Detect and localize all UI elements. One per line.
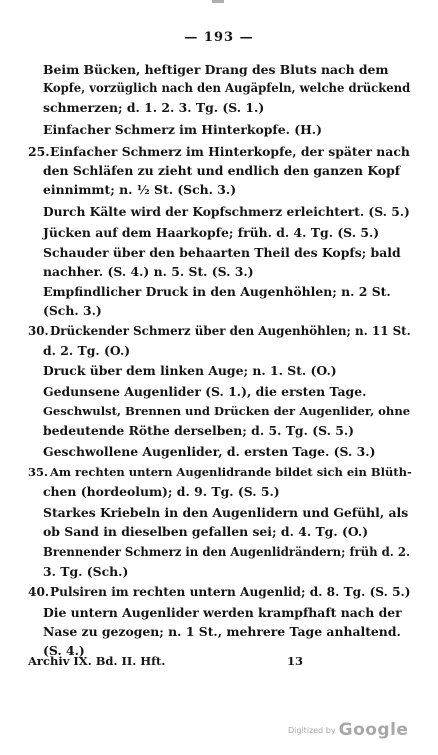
- line-text: Am rechten untern Augenlidrande bildet sich ein Blüth-: [50, 465, 412, 479]
- line-text: Schauder über den behaarten Theil des Kopfs; bald: [43, 245, 401, 260]
- entry-number: 35.: [28, 465, 48, 479]
- text-line: [43, 504, 408, 521]
- line-text: Starkes Kriebeln in den Augenlidern und Gefühl, als: [43, 505, 409, 520]
- line-text: Pulsiren im rechten untern Augenlid; d. 8. Tg. (S. 5.): [50, 585, 411, 599]
- text-line: [43, 224, 379, 241]
- watermark-logo-text: Google: [338, 720, 409, 740]
- text-line: [43, 342, 130, 359]
- text-line: [43, 362, 337, 379]
- text-line: [43, 80, 410, 97]
- google-watermark: [288, 720, 408, 740]
- scan-mark: [212, 0, 224, 3]
- text-line: [43, 483, 280, 500]
- entry-number: 25.: [28, 144, 50, 159]
- line-text: Geschwulst, Brennen und Drücken der Augenlider, ohne: [43, 404, 411, 418]
- line-text: einnimmt; n. ½ St. (Sch. 3.): [43, 182, 237, 197]
- text-line: [43, 244, 401, 261]
- line-text: ob Sand in dieselben gefallen sei; d. 4. Tg. (O.): [43, 524, 369, 539]
- text-line: [28, 323, 411, 340]
- line-text: Nase zu gezogen; n. 1 St., mehrere Tage anhaltend.: [43, 624, 401, 639]
- text-line: [43, 403, 410, 420]
- line-text: schmerzen; d. 1. 2. 3. Tg. (S. 1.): [43, 100, 265, 115]
- line-text: Durch Kälte wird der Kopfschmerz erleichtert. (S. 5.): [43, 204, 410, 219]
- text-line: [43, 383, 366, 400]
- text-line: [43, 181, 236, 198]
- line-text: Einfacher Schmerz im Hinterkopfe. (H.): [43, 122, 322, 137]
- page-header: — 193 —: [184, 30, 254, 45]
- line-text: Die untern Augenlider werden krampfhaft nach der: [43, 605, 402, 620]
- line-text: (S. 4.): [43, 643, 85, 658]
- line-text: Geschwollene Augenlider, d. ersten Tage. (S. 3.): [43, 444, 376, 459]
- text-line: [43, 162, 400, 179]
- line-text: Drückender Schmerz über den Augenhöhlen; n. 11 St.: [50, 324, 411, 338]
- text-line: [43, 61, 389, 78]
- text-line: [43, 604, 402, 621]
- line-text: Druck über dem linken Auge; n. 1. St. (O.): [43, 363, 337, 378]
- line-text: Einfacher Schmerz im Hinterkopfe, der später nach: [50, 144, 410, 159]
- line-text: chen (hordeolum); d. 9. Tg. (S. 5.): [43, 484, 280, 499]
- text-line: [43, 544, 410, 561]
- line-text: Brennender Schmerz in den Augenlidrändern; früh d. 2.: [43, 545, 411, 559]
- line-text: Beim Bücken, heftiger Drang des Bluts nach dem: [43, 62, 389, 77]
- line-text: nachher. (S. 4.) n. 5. St. (S. 3.): [43, 264, 254, 279]
- text-line: [43, 443, 375, 460]
- line-text: Jücken auf dem Haarkopfe; früh. d. 4. Tg. (S. 5.): [43, 225, 380, 240]
- footer-signature: Archiv IX. Bd. II. Hft.: [28, 654, 166, 668]
- text-line: [43, 623, 401, 640]
- text-line: [43, 263, 254, 280]
- text-line: [43, 563, 128, 580]
- line-text: bedeutende Röthe derselben; d. 5. Tg. (S. 5.): [43, 423, 354, 438]
- text-line: [43, 302, 102, 319]
- entry-number: 30.: [28, 324, 49, 338]
- footer-sheet-number: 13: [287, 654, 304, 668]
- text-line: [43, 523, 368, 540]
- line-text: den Schläfen zu zieht und endlich den ganzen Kopf: [43, 163, 401, 178]
- text-line: [28, 143, 410, 160]
- text-line: [28, 464, 412, 481]
- text-line: [43, 283, 391, 300]
- text-line: [28, 584, 411, 601]
- line-text: Gedunsene Augenlider (S. 1.), die ersten Tage.: [43, 384, 367, 399]
- line-text: d. 2. Tg. (O.): [43, 343, 131, 358]
- line-text: 3. Tg. (Sch.): [43, 564, 129, 579]
- text-line: [43, 121, 322, 138]
- text-line: [43, 422, 354, 439]
- text-line: [43, 203, 410, 220]
- watermark-small-text: Digitized by: [288, 726, 336, 735]
- line-text: Kopfe, vorzüglich nach den Augäpfeln, welche drückend: [43, 81, 411, 95]
- line-text: Empfindlicher Druck in den Augenhöhlen; n. 2 St.: [43, 284, 391, 299]
- text-line: [43, 99, 264, 116]
- entry-number: 40.: [28, 585, 50, 599]
- line-text: (Sch. 3.): [43, 303, 102, 318]
